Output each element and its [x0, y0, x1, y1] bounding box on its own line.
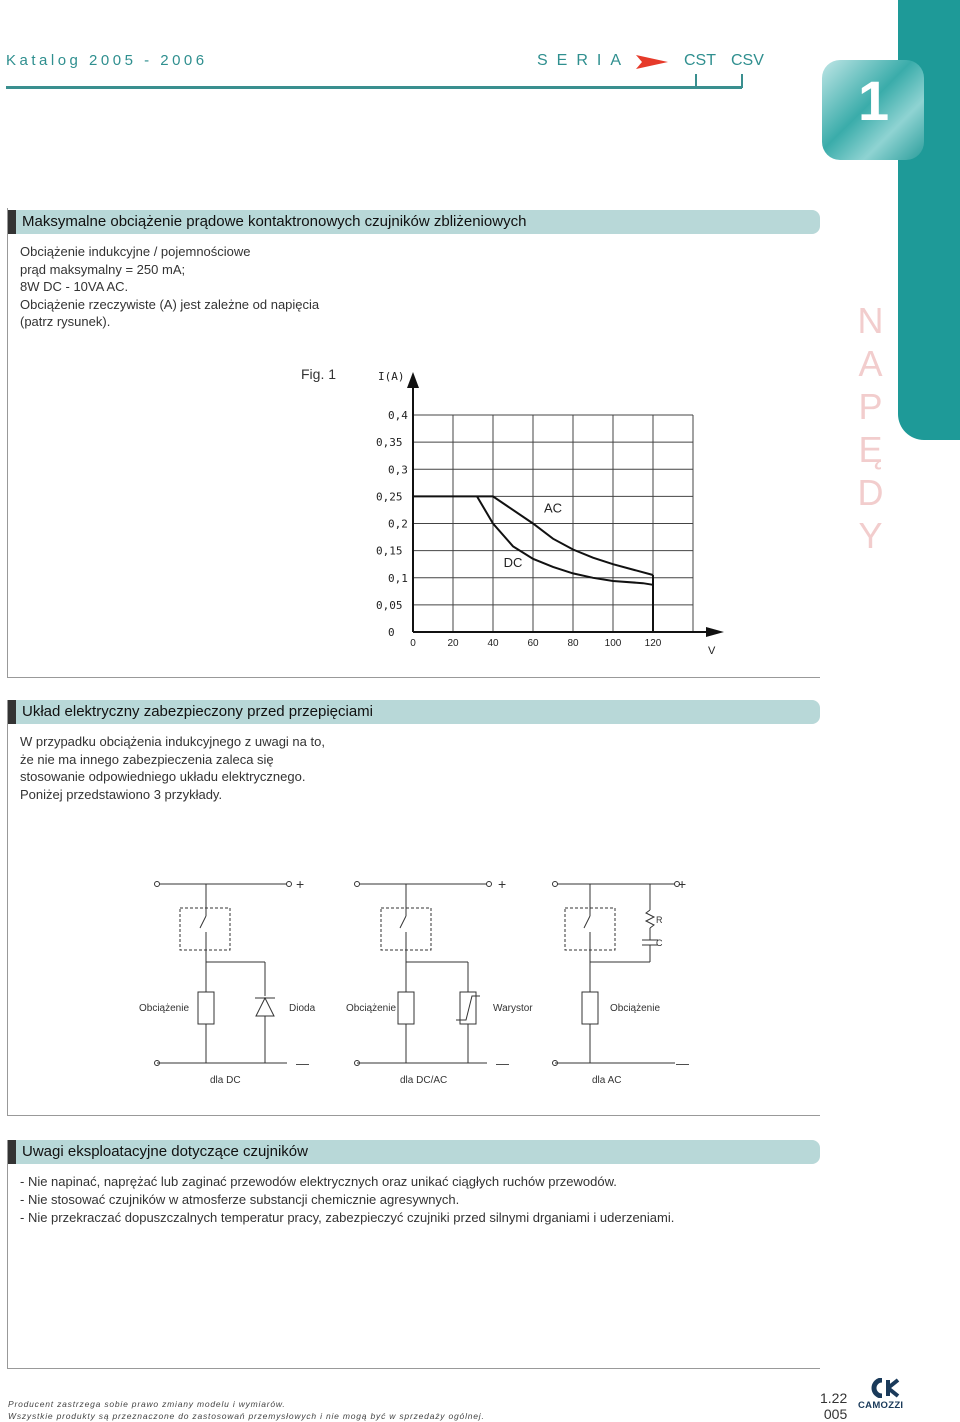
- section-title: Układ elektryczny zabezpieczony przed przepięciami: [22, 703, 373, 720]
- x-tick-label: 0: [410, 638, 416, 649]
- circuit-caption: dla DC: [210, 1075, 241, 1086]
- plus-label: +: [296, 876, 305, 892]
- section-header: [8, 700, 820, 724]
- x-tick-label: 40: [487, 638, 499, 649]
- diode-label: Dioda: [289, 1003, 316, 1014]
- header-tick: [741, 74, 743, 88]
- x-tick-label: 60: [527, 638, 539, 649]
- note-item: - Nie napinać, naprężać lub zaginać przewodów elektrycznych oraz unikać ciągłych ruchów przewodów.: [20, 1174, 617, 1189]
- plus-label: +: [498, 876, 507, 892]
- load-label: Obciążenie: [610, 1003, 661, 1014]
- catalog-label: Katalog 2005 - 2006: [6, 52, 208, 69]
- current-voltage-chart: [360, 360, 740, 660]
- x-axis-arrow: [706, 627, 724, 637]
- plus-label: +: [678, 876, 687, 892]
- series-label: SERIA: [537, 52, 631, 69]
- frame-line: [8, 1115, 820, 1116]
- y-tick-label: 0,05: [376, 598, 403, 612]
- minus-label: —: [676, 1056, 689, 1071]
- header-rule: [6, 86, 742, 89]
- y-tick-label: 0,25: [376, 490, 403, 504]
- y-tick-label: 0: [388, 626, 395, 639]
- figure-label: Fig. 1: [301, 366, 337, 382]
- x-tick-label: 120: [644, 638, 662, 649]
- resistor-label: R: [656, 915, 663, 925]
- page-number-main: 1.22: [820, 1390, 848, 1406]
- section-header: [8, 210, 820, 234]
- y-tick-label: 0,2: [388, 517, 408, 531]
- footer-line: Producent zastrzega sobie prawo zmiany modelu i wymiarów.: [8, 1399, 286, 1409]
- capacitor-label: C: [656, 938, 663, 948]
- x-tick-label: 20: [447, 638, 459, 649]
- footer-line: Wszystkie produkty są przeznaczone do zastosowań przemysłowych i nie mogą być w sprzedaży ogólnej.: [8, 1411, 485, 1421]
- minus-label: —: [496, 1056, 509, 1071]
- footer-disclaimer: [8, 1398, 485, 1422]
- circuit-caption: dla DC/AC: [400, 1075, 448, 1086]
- section-text: Obciążenie indukcyjne / pojemnościowe prąd maksymalny = 250 mA; 8W DC - 10VA AC. Obciążenie rzeczywiste (A) jest zależne od napięcia (patrz rysunek).: [20, 244, 320, 329]
- section-title: Uwagi eksploatacyjne dotyczące czujników: [22, 1143, 308, 1160]
- frame-line: [7, 1140, 8, 1369]
- frame-line: [7, 208, 8, 678]
- notes-list: [20, 1173, 674, 1227]
- y-axis-arrow: [407, 372, 419, 388]
- series-csv: CSV: [731, 52, 764, 69]
- chapter-number: 1: [858, 69, 890, 132]
- y-tick-label: 0,35: [376, 436, 403, 450]
- note-item: - Nie przekraczać dopuszczalnych temperatur pracy, zabezpieczyć czujniki przed silnymi drganiami i uderzeniami.: [20, 1210, 675, 1225]
- series-label-ac: AC: [543, 500, 563, 516]
- camozzi-logo-icon: [868, 1378, 902, 1398]
- chapter-side-label: NAPĘDY: [850, 300, 891, 558]
- frame-line: [8, 1368, 820, 1369]
- varistor-label: Warystor: [493, 1003, 533, 1014]
- frame-line: [7, 700, 8, 1116]
- y-tick-label: 0,15: [376, 544, 403, 558]
- y-axis-label: I(A): [378, 370, 405, 383]
- series-cst: CST: [684, 52, 716, 69]
- arrow-icon: [636, 54, 668, 70]
- load-label: Obciążenie: [346, 1003, 397, 1014]
- series-line-dc: [477, 496, 653, 584]
- brand-name: CAMOZZI: [858, 1400, 904, 1411]
- section-text: W przypadku obciążenia indukcyjnego z uwagi na to, że nie ma innego zabezpieczenia zaleca się stosowanie odpowiedniego układu elektrycznego. Poniżej przedstawiono 3 przykłady.: [20, 734, 325, 802]
- frame-line: [8, 677, 820, 678]
- page-number: [820, 1390, 847, 1422]
- minus-label: —: [296, 1056, 309, 1071]
- x-tick-label: 80: [567, 638, 579, 649]
- header-tick: [695, 74, 697, 88]
- load-label: Obciążenie: [139, 1003, 190, 1014]
- x-tick-label: 100: [604, 638, 622, 649]
- section-header: [8, 1140, 820, 1164]
- protection-circuits: [130, 870, 710, 1100]
- series-label-dc: DC: [503, 554, 523, 570]
- y-tick-label: 0,3: [388, 463, 408, 477]
- y-tick-label: 0,4: [388, 409, 408, 422]
- page-number-sub: 005: [823, 1406, 848, 1422]
- note-item: - Nie stosować czujników w atmosferze substancji chemicznie agresywnych.: [20, 1192, 460, 1207]
- y-tick-label: 0,1: [388, 571, 408, 585]
- circuit-caption: dla AC: [592, 1075, 622, 1086]
- section-title: Maksymalne obciążenie prądowe kontaktronowych czujników zbliżeniowych: [22, 213, 527, 230]
- x-axis-label: V: [708, 645, 716, 657]
